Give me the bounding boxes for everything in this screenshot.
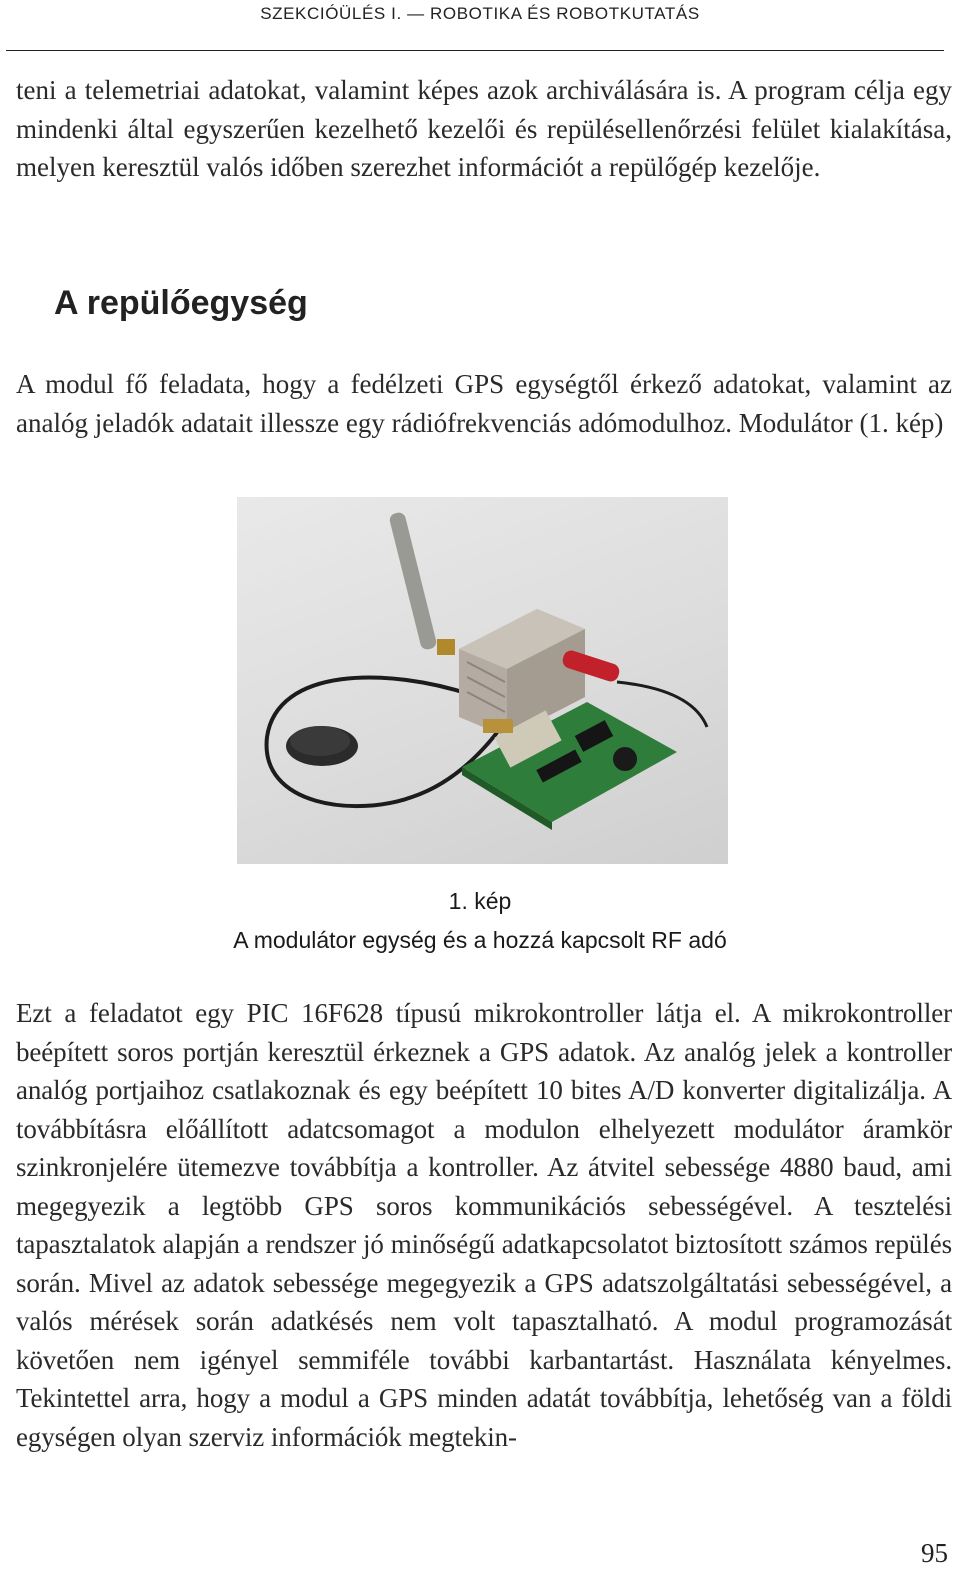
paragraph-module-task: A modul fő feladata, hogy a fedélzeti GPS egységtől érkező adatokat, valamint az analóg jeladók adatait illessze egy rádiófrekvenciás adómodulhoz. Modulátor (1. kép): [16, 369, 952, 438]
pcb-board: [462, 702, 677, 830]
antenna-icon: [388, 511, 455, 655]
figure-caption: A modulátor egység és a hozzá kapcsolt RF adó: [233, 927, 727, 953]
section-title: A repülőegység: [54, 284, 308, 322]
page-number: 95: [921, 1538, 948, 1568]
paragraph-intro: teni a telemetriai adatokat, valamint képes azok archiválására is. A program célja egy mindenki által egyszerűen kezelhető kezelői és repülésellenőrzési felület kialakítása, melyen keresztül valós időben szerezhet információt a repülőgép kezelője.: [16, 75, 952, 182]
modulator-photo-illustration: [237, 497, 728, 864]
running-head-text: SZEKCIÓÜLÉS I. — ROBOTIKA ÉS ROBOTKUTATÁS: [260, 4, 700, 23]
figure-modulator-photo: [237, 497, 728, 864]
gps-antenna-puck: [286, 726, 358, 766]
running-head: [0, 4, 960, 24]
paragraph-controller-description: Ezt a feladatot egy PIC 16F628 típusú mikrokontroller látja el. A mikrokontroller beépített soros portján keresztül érkeznek a GPS adatok. Az analóg jelek a kontroller analóg portjaihoz csatlakoznak és egy beépített 10 bites A/D konverter digitalizálja. A továbbításra előállított adatcsomagot a modulon elhelyezett modulátor áramkör szinkronjelére ütemezve továbbítja a kontroller. Az átvitel sebessége 4880 baud, ami megegyezik a legtöbb GPS soros kommunikációs sebességével. A tesztelési tapasztalatok alapján a rendszer jó minőségű adatkapcsolatot biztosított számos repülés során. Mivel az adatok sebessége megegyezik a GPS adatszolgáltatási sebességével, a valós mérések során adatkésés nem volt tapasztalható. A modul programozását követően nem igényel semmiféle további karbantartást. Használata kényelmes. Tekintettel arra, hogy a modul a GPS minden adatát továbbítja, lehetőség van a földi egységen olyan szerviz információk megtekin-: [16, 998, 952, 1452]
figure-label: 1. kép: [448, 888, 512, 914]
header-rule: [6, 50, 944, 51]
